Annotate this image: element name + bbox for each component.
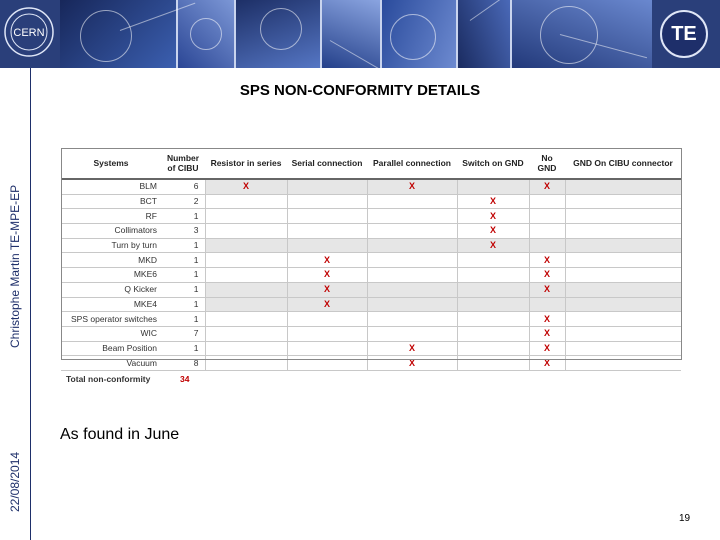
nonconformity-mark: X [287, 268, 367, 283]
table-header-cell: Resistor in series [205, 148, 287, 179]
empty-cell [529, 224, 565, 239]
page-number: 19 [679, 513, 691, 524]
empty-cell [565, 326, 681, 341]
table-header-cell: Serial connection [287, 148, 367, 179]
empty-cell [565, 268, 681, 283]
system-name: Collimators [61, 224, 161, 239]
system-name: Q Kicker [61, 282, 161, 297]
nonconformity-mark: X [529, 341, 565, 356]
empty-cell [529, 209, 565, 224]
empty-cell [565, 297, 681, 312]
nonconformity-mark: X [529, 356, 565, 371]
empty-cell [287, 341, 367, 356]
empty-cell [287, 312, 367, 327]
cibu-count: 8 [161, 356, 205, 371]
physics-image-collage [60, 0, 652, 68]
empty-cell [367, 253, 457, 268]
empty-cell [287, 238, 367, 253]
table-row [61, 268, 681, 283]
empty-cell [565, 341, 681, 356]
system-name: Vacuum [61, 356, 161, 371]
nonconformity-mark: X [529, 253, 565, 268]
table-header-cell: Switch on GND [457, 148, 529, 179]
table-row [61, 356, 681, 371]
empty-cell [565, 194, 681, 209]
empty-cell [529, 297, 565, 312]
empty-cell [457, 268, 529, 283]
empty-cell [287, 326, 367, 341]
system-name: Turn by turn [61, 238, 161, 253]
empty-cell [287, 224, 367, 239]
empty-cell [565, 253, 681, 268]
nonconformity-mark: X [367, 356, 457, 371]
empty-cell [205, 326, 287, 341]
cibu-count: 1 [161, 297, 205, 312]
system-name: BCT [61, 194, 161, 209]
empty-cell [457, 341, 529, 356]
nonconformity-mark: X [529, 268, 565, 283]
empty-cell [205, 297, 287, 312]
table-header-cell: Parallel connection [367, 148, 457, 179]
system-name: MKE6 [61, 268, 161, 283]
empty-cell [205, 224, 287, 239]
cibu-count: 7 [161, 326, 205, 341]
empty-cell [565, 209, 681, 224]
empty-cell [367, 238, 457, 253]
empty-cell [457, 179, 529, 194]
empty-cell [565, 238, 681, 253]
table-row [61, 179, 681, 194]
nonconformity-mark: X [529, 179, 565, 194]
empty-cell [205, 341, 287, 356]
nonconformity-mark: X [529, 326, 565, 341]
cern-logo [3, 6, 55, 58]
empty-cell [457, 282, 529, 297]
empty-cell [457, 326, 529, 341]
cibu-count: 1 [161, 253, 205, 268]
table-row [61, 341, 681, 356]
empty-cell [565, 179, 681, 194]
empty-cell [205, 282, 287, 297]
nonconformity-mark: X [457, 224, 529, 239]
empty-cell [367, 326, 457, 341]
table-header-cell: GND On CIBU connector [565, 148, 681, 179]
empty-cell [367, 194, 457, 209]
empty-cell [457, 312, 529, 327]
cibu-count: 1 [161, 341, 205, 356]
empty-cell [367, 209, 457, 224]
table-row [61, 209, 681, 224]
empty-cell [457, 356, 529, 371]
sidebar-divider [30, 68, 31, 540]
system-name: SPS operator switches [61, 312, 161, 327]
empty-cell [205, 253, 287, 268]
total-value: 34 [180, 374, 190, 384]
cibu-count: 1 [161, 282, 205, 297]
empty-cell [565, 224, 681, 239]
table-row [61, 253, 681, 268]
empty-cell [205, 238, 287, 253]
nonconformity-mark: X [287, 282, 367, 297]
nonconformity-mark: X [457, 194, 529, 209]
header-banner [0, 0, 720, 68]
nonconformity-mark: X [367, 179, 457, 194]
empty-cell [457, 253, 529, 268]
table-row [61, 326, 681, 341]
empty-cell [367, 268, 457, 283]
empty-cell [205, 209, 287, 224]
nonconformity-mark: X [529, 312, 565, 327]
empty-cell [205, 194, 287, 209]
table-row [61, 238, 681, 253]
cibu-count: 2 [161, 194, 205, 209]
cibu-count: 1 [161, 312, 205, 327]
nonconformity-mark: X [457, 238, 529, 253]
empty-cell [529, 194, 565, 209]
table-header-row [61, 148, 681, 179]
system-name: RF [61, 209, 161, 224]
system-name: Beam Position [61, 341, 161, 356]
table-row [61, 312, 681, 327]
cibu-count: 1 [161, 268, 205, 283]
table-header-cell: Number of CIBU [161, 148, 205, 179]
table-row [61, 224, 681, 239]
table-row [61, 282, 681, 297]
te-logo: TE [660, 10, 708, 58]
slide-note: As found in June [60, 426, 180, 443]
empty-cell [287, 209, 367, 224]
empty-cell [287, 179, 367, 194]
date-label: 22/08/2014 [8, 451, 22, 512]
empty-cell [367, 297, 457, 312]
nonconformity-mark: X [287, 253, 367, 268]
empty-cell [367, 224, 457, 239]
table-row [61, 297, 681, 312]
table-header-cell: Systems [61, 148, 161, 179]
nonconformity-mark: X [367, 341, 457, 356]
table-row [61, 194, 681, 209]
system-name: MKE4 [61, 297, 161, 312]
nonconformity-mark: X [457, 209, 529, 224]
cibu-count: 1 [161, 238, 205, 253]
slide-title: SPS NON-CONFORMITY DETAILS [239, 82, 481, 99]
empty-cell [565, 282, 681, 297]
empty-cell [529, 238, 565, 253]
system-name: WIC [61, 326, 161, 341]
cibu-count: 1 [161, 209, 205, 224]
empty-cell [367, 312, 457, 327]
table-header-cell: No GND [529, 148, 565, 179]
empty-cell [287, 356, 367, 371]
system-name: BLM [61, 179, 161, 194]
empty-cell [457, 297, 529, 312]
empty-cell [287, 194, 367, 209]
svg-text:CERN: CERN [13, 27, 45, 39]
empty-cell [205, 356, 287, 371]
empty-cell [565, 356, 681, 371]
system-name: MKD [61, 253, 161, 268]
cibu-count: 3 [161, 224, 205, 239]
nonconformity-mark: X [205, 179, 287, 194]
nonconformity-table [61, 148, 681, 371]
total-label: Total non-conformity [66, 374, 151, 384]
empty-cell [367, 282, 457, 297]
empty-cell [565, 312, 681, 327]
author-label: Christophe Martin TE-MPE-EP [8, 184, 22, 348]
cibu-count: 6 [161, 179, 205, 194]
empty-cell [205, 312, 287, 327]
empty-cell [205, 268, 287, 283]
nonconformity-mark: X [287, 297, 367, 312]
nonconformity-mark: X [529, 282, 565, 297]
